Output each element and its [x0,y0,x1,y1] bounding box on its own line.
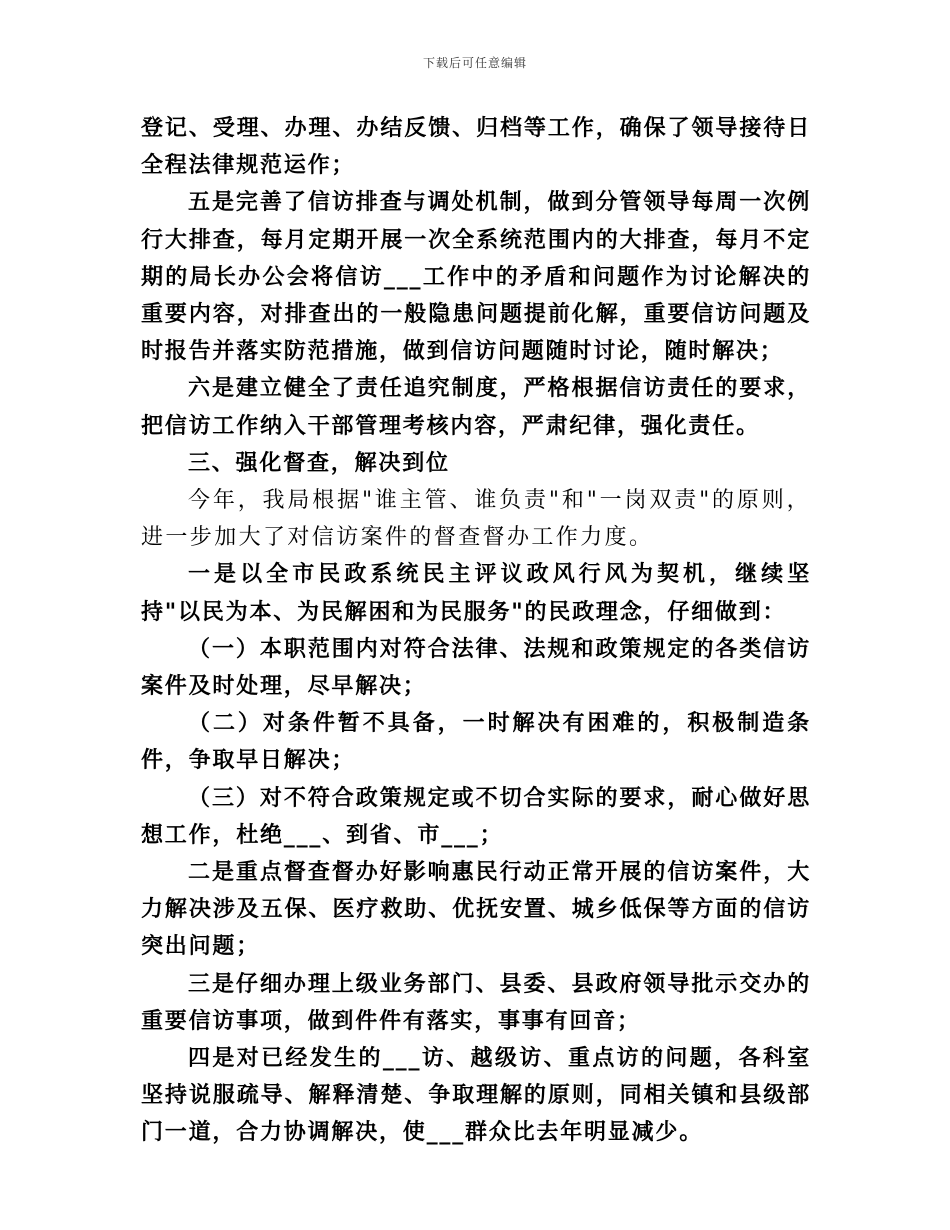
page-header: 下载后可任意编辑 [422,56,527,70]
paragraph-3: 六是建立健全了责任追究制度，严格根据信访责任的要求，把信访工作纳入干部管理考核内容，严肃纪律，强化责任。 [141,375,811,439]
document-body [141,110,811,1152]
paragraph-sub-3: （三）对不符合政策规定或不切合实际的要求，耐心做好思想工作，杜绝___、到省、市___； [141,784,811,848]
section-heading: 三、强化督查，解决到位 [188,449,450,476]
paragraph-point-2: 二是重点督查督办好影响惠民行动正常开展的信访案件，大力解决涉及五保、医疗救助、优抚安置、城乡低保等方面的信访突出问题； [141,859,811,960]
paragraph-point-3: 三是仔细办理上级业务部门、县委、县政府领导批示交办的重要信访事项，做到件件有落实，事事有回音； [141,970,811,1034]
paragraph-intro: 今年，我局根据"谁主管、谁负责"和"一岗双责"的原则，进一步加大了对信访案件的督查督办工作力度。 [141,488,811,551]
paragraph-sub-1: （一）本职范围内对符合法律、法规和政策规定的各类信访案件及时处理，尽早解决； [141,635,811,700]
paragraph-1: 登记、受理、办理、办结反馈、归档等工作，确保了领导接待日全程法律规范运作； [141,115,811,179]
paragraph-point-4: 四是对已经发生的___访、越级访、重点访的问题，各科室坚持说服疏导、解释清楚、争取理解的原则，同相关镇和县级部门一道，合力协调解决，使___群众比去年明显减少。 [141,1045,811,1146]
paragraph-2: 五是完善了信访排查与调处机制，做到分管领导每周一次例行大排查，每月定期开展一次全系统范围内的大排查，每月不定期的局长办公会将信访___工作中的矛盾和问题作为讨论解决的重要内容，对排查出的一般隐患问题提前化解，重要信访问题及时报告并落实防范措施，做到信访问题随时讨论，随时解决； [141,189,811,365]
paragraph-point-1: 一是以全市民政系统民主评议政风行风为契机，继续坚持"以民为本、为民解困和为民服务"的民政理念，仔细做到： [141,561,811,625]
paragraph-sub-2: （二）对条件暂不具备，一时解决有困难的，积极制造条件，争取早日解决； [141,710,811,774]
